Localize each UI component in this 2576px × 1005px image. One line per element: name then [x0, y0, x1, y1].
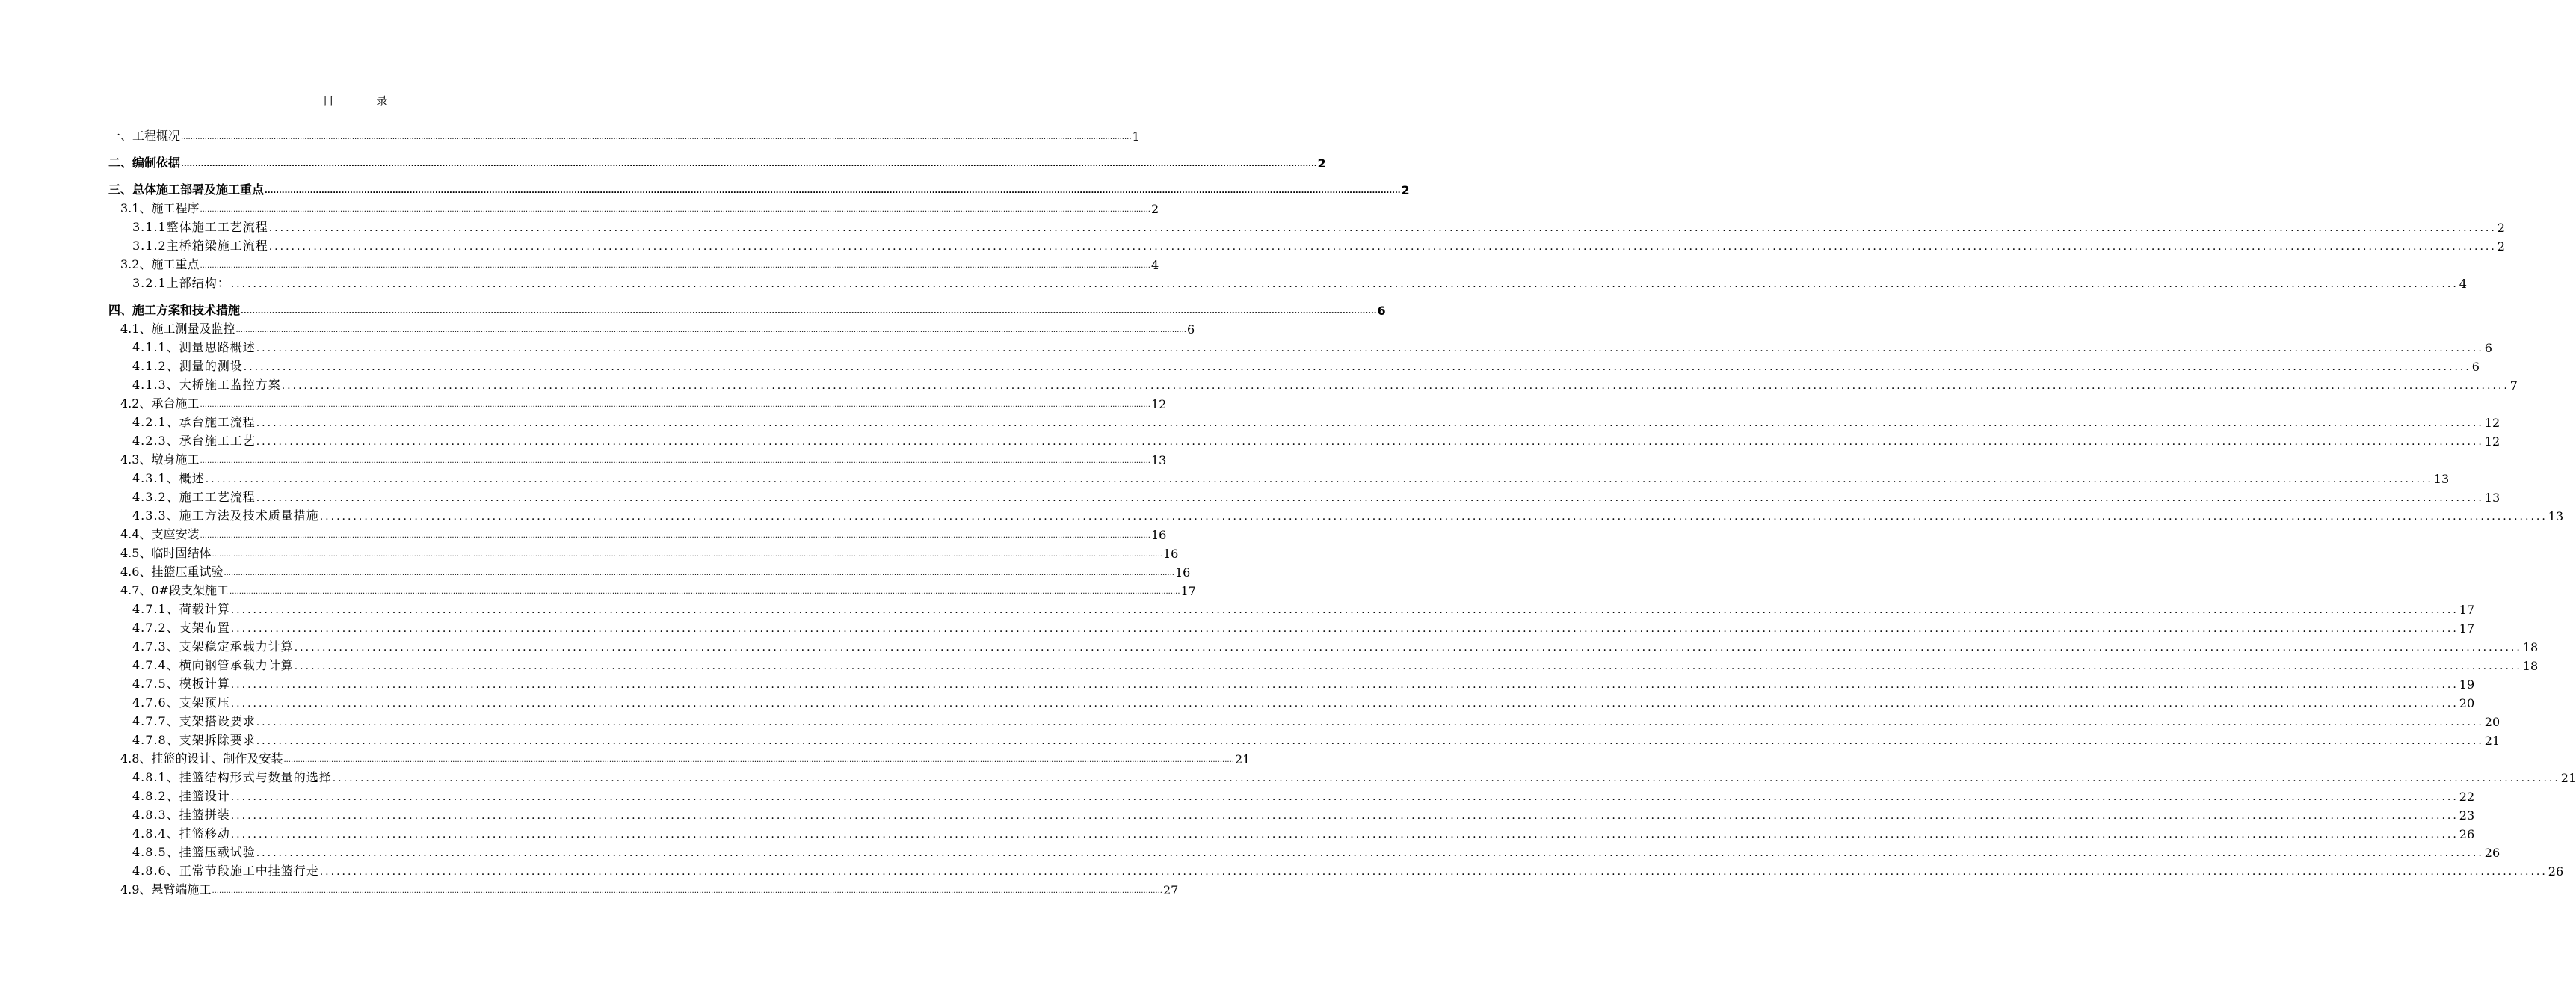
- toc-entry-page-number: 23: [2459, 808, 2475, 823]
- toc-entry[interactable]: [108, 598, 2475, 617]
- toc-entry-label: 三、总体施工部署及施工重点: [108, 180, 264, 197]
- section-gap: [108, 170, 602, 179]
- toc-entry-label: 4.7.3、支架稳定承载力计算: [132, 637, 294, 654]
- toc-entry[interactable]: [108, 654, 2539, 673]
- toc-entry-label: 4.8.2、挂篮设计: [132, 787, 230, 804]
- toc-entry-label: 4.4、支座安装: [120, 525, 199, 542]
- toc-entry[interactable]: [108, 235, 2505, 253]
- dot-leader: ................................................................................................................................................................................................................................................................................................................................................................................................................: [200, 457, 1150, 465]
- toc-entry-label: 4.7.6、支架预压: [132, 693, 230, 710]
- toc-entry-label: 4.8.1、挂篮结构形式与数量的选择: [132, 768, 332, 785]
- toc-entry-page-number: 17: [2459, 621, 2475, 636]
- toc-entry[interactable]: [108, 216, 2505, 235]
- toc-entry-label: 3.2、施工重点: [120, 255, 199, 272]
- toc-entry-page-number: 13: [2484, 491, 2500, 505]
- toc-entry-label: 二、编制依据: [108, 153, 180, 170]
- toc-entry-label: 4.2、承台施工: [120, 394, 199, 411]
- dot-leader: ................................................................................................................................................................................................................................................................................................................................................................................................................: [224, 569, 1174, 577]
- toc-entry-page-number: 27: [1162, 883, 1179, 897]
- toc-entry-page-number: 12: [2484, 434, 2500, 449]
- dot-leader: ................................................................................................................................................................................................................................................................................................................................................................................................................: [256, 716, 2484, 728]
- dot-leader: ................................................................................................................................................................................................................................................................................................................................................................................................................: [256, 735, 2484, 747]
- toc-entry-label: 4.7、0#段支架施工: [120, 581, 229, 598]
- dot-leader: ................................................................................................................................................................................................................................................................................................................................................................................................................: [230, 623, 2459, 635]
- dot-leader: ................................................................................................................................................................................................................................................................................................................................................................................................................: [294, 660, 2522, 672]
- toc-entry-page-number: 26: [2548, 864, 2564, 879]
- toc-entry-page-number: 18: [2522, 659, 2539, 673]
- toc-entry[interactable]: [108, 823, 2475, 841]
- toc-entry[interactable]: [108, 804, 2475, 823]
- toc-entry-label: 4.7.7、支架搭设要求: [132, 712, 256, 729]
- dot-leader: ................................................................................................................................................................................................................................................................................................................................................................................................................: [200, 401, 1150, 409]
- dot-leader: ................................................................................................................................................................................................................................................................................................................................................................................................................: [181, 160, 1317, 168]
- toc-entry-label: 4.3.3、施工方法及技术质量措施: [132, 506, 319, 523]
- toc-entry[interactable]: [108, 748, 1251, 766]
- dot-leader: ................................................................................................................................................................................................................................................................................................................................................................................................................: [283, 756, 1234, 764]
- toc-entry[interactable]: [108, 860, 2564, 879]
- toc-entry-label: 4.2.1、承台施工流程: [132, 413, 256, 430]
- toc-entry[interactable]: [108, 411, 2500, 430]
- dot-leader: ................................................................................................................................................................................................................................................................................................................................................................................................................: [212, 887, 1162, 895]
- toc-entry-label: 4.1.1、测量思路概述: [132, 338, 256, 355]
- dot-leader: ................................................................................................................................................................................................................................................................................................................................................................................................................: [200, 532, 1150, 540]
- toc-entry[interactable]: [108, 355, 2480, 374]
- toc-entry-page-number: 26: [2484, 846, 2500, 860]
- dot-leader: ................................................................................................................................................................................................................................................................................................................................................................................................................: [200, 206, 1150, 214]
- dot-leader: ................................................................................................................................................................................................................................................................................................................................................................................................................: [256, 342, 2484, 354]
- toc-entry-page-number: 2: [1150, 202, 1159, 216]
- toc-entry-page-number: 22: [2459, 790, 2475, 804]
- toc-entry-page-number: 20: [2459, 696, 2475, 710]
- dot-leader: ................................................................................................................................................................................................................................................................................................................................................................................................................: [319, 511, 2548, 523]
- toc-entry-label: 3.2.1上部结构：: [132, 274, 230, 291]
- toc-entry-page-number: 4: [2459, 277, 2467, 291]
- toc-entry-page-number: 17: [1180, 584, 1196, 598]
- dot-leader: ................................................................................................................................................................................................................................................................................................................................................................................................................: [243, 361, 2471, 373]
- dot-leader: ................................................................................................................................................................................................................................................................................................................................................................................................................: [268, 241, 2497, 253]
- toc-entry-label: 4.7.8、支架拆除要求: [132, 731, 256, 748]
- toc-entry-label: 4.1.3、大桥施工监控方案: [132, 375, 281, 393]
- dot-leader: ................................................................................................................................................................................................................................................................................................................................................................................................................: [205, 473, 2433, 485]
- dot-leader: ................................................................................................................................................................................................................................................................................................................................................................................................................: [281, 380, 2509, 392]
- toc-entry-label: 4.5、临时固结体: [120, 544, 211, 561]
- toc-entry[interactable]: [108, 153, 1326, 170]
- toc-entry-label: 4.8.3、挂篮拼装: [132, 805, 230, 823]
- dot-leader: ................................................................................................................................................................................................................................................................................................................................................................................................................: [256, 492, 2484, 504]
- dot-leader: ................................................................................................................................................................................................................................................................................................................................................................................................................: [230, 791, 2459, 803]
- toc-entry-label: 四、施工方案和技术措施: [108, 301, 240, 318]
- toc-entry-label: 4.2.3、承台施工工艺: [132, 431, 256, 449]
- toc-entry-label: 4.8.6、正常节段施工中挂篮行走: [132, 861, 319, 879]
- toc-entry-label: 4.3、墩身施工: [120, 450, 199, 467]
- toc-entry-label: 4.9、悬臂端施工: [120, 880, 211, 897]
- toc-entry[interactable]: [108, 393, 1167, 411]
- dot-leader: ................................................................................................................................................................................................................................................................................................................................................................................................................: [230, 679, 2459, 691]
- toc-entry-label: 3.1、施工程序: [120, 199, 199, 216]
- toc-entry-label: 4.1.2、测量的测设: [132, 357, 243, 374]
- toc-entry[interactable]: [108, 561, 1191, 580]
- toc-entry[interactable]: [108, 729, 2500, 748]
- toc-entry-page-number: 19: [2459, 677, 2475, 692]
- toc-entry[interactable]: [108, 766, 2576, 785]
- section-gap: [108, 291, 602, 300]
- toc-entry-page-number: 2: [1401, 183, 1410, 197]
- toc-entry[interactable]: [108, 300, 1386, 318]
- dot-leader: ................................................................................................................................................................................................................................................................................................................................................................................................................: [230, 278, 2459, 290]
- dot-leader: ................................................................................................................................................................................................................................................................................................................................................................................................................: [200, 262, 1150, 270]
- dot-leader: ................................................................................................................................................................................................................................................................................................................................................................................................................: [230, 810, 2459, 822]
- dot-leader: ................................................................................................................................................................................................................................................................................................................................................................................................................: [256, 847, 2484, 859]
- dot-leader: ................................................................................................................................................................................................................................................................................................................................................................................................................: [319, 866, 2548, 878]
- toc-entry-page-number: 1: [1132, 129, 1140, 144]
- toc-entry-page-number: 16: [1174, 565, 1191, 580]
- toc-entry-page-number: 12: [1150, 397, 1167, 411]
- toc-entry-page-number: 21: [2484, 734, 2500, 748]
- table-of-contents: [108, 126, 2576, 897]
- page-title: 目 录: [322, 94, 407, 108]
- dot-leader: ................................................................................................................................................................................................................................................................................................................................................................................................................: [229, 588, 1180, 596]
- toc-entry[interactable]: [108, 710, 2500, 729]
- dot-leader: ................................................................................................................................................................................................................................................................................................................................................................................................................: [332, 772, 2560, 784]
- toc-entry-page-number: 17: [2459, 603, 2475, 617]
- dot-leader: ................................................................................................................................................................................................................................................................................................................................................................................................................: [181, 133, 1132, 141]
- toc-entry[interactable]: [108, 505, 2564, 523]
- toc-entry[interactable]: [108, 336, 2492, 355]
- toc-entry-label: 4.3.1、概述: [132, 469, 205, 486]
- toc-entry[interactable]: [108, 430, 2500, 449]
- toc-entry-page-number: 13: [2433, 472, 2450, 486]
- toc-entry[interactable]: [108, 449, 1167, 467]
- toc-entry[interactable]: [108, 841, 2500, 860]
- toc-entry[interactable]: [108, 542, 1179, 561]
- dot-leader: ................................................................................................................................................................................................................................................................................................................................................................................................................: [235, 326, 1186, 334]
- toc-entry[interactable]: [108, 197, 1159, 216]
- toc-entry-page-number: 2: [2497, 221, 2505, 235]
- toc-entry[interactable]: [108, 785, 2475, 804]
- toc-entry-page-number: 7: [2509, 378, 2518, 393]
- toc-entry-label: 3.1.2主桥箱梁施工流程: [132, 236, 268, 253]
- toc-entry-page-number: 16: [1150, 528, 1167, 542]
- toc-entry-page-number: 26: [2459, 827, 2475, 841]
- section-gap: [108, 144, 602, 153]
- toc-entry[interactable]: [108, 486, 2500, 505]
- toc-entry-page-number: 6: [1186, 322, 1195, 336]
- toc-entry[interactable]: [108, 580, 1196, 598]
- toc-entry-label: 4.7.2、支架布置: [132, 618, 230, 636]
- dot-leader: ................................................................................................................................................................................................................................................................................................................................................................................................................: [268, 222, 2497, 234]
- toc-entry-page-number: 2: [1317, 156, 1326, 170]
- toc-entry-page-number: 18: [2522, 640, 2539, 654]
- dot-leader: ................................................................................................................................................................................................................................................................................................................................................................................................................: [265, 187, 1401, 195]
- dot-leader: ................................................................................................................................................................................................................................................................................................................................................................................................................: [230, 604, 2459, 616]
- toc-entry-page-number: 6: [1377, 304, 1386, 318]
- dot-leader: ................................................................................................................................................................................................................................................................................................................................................................................................................: [230, 698, 2459, 710]
- toc-entry-page-number: 13: [1150, 453, 1167, 467]
- dot-leader: ................................................................................................................................................................................................................................................................................................................................................................................................................: [212, 550, 1162, 559]
- toc-entry-label: 4.8.5、挂篮压载试验: [132, 843, 256, 860]
- toc-entry[interactable]: [108, 318, 1195, 336]
- toc-entry[interactable]: [108, 467, 2450, 486]
- dot-leader: ................................................................................................................................................................................................................................................................................................................................................................................................................: [294, 642, 2522, 654]
- dot-leader: ................................................................................................................................................................................................................................................................................................................................................................................................................: [256, 417, 2484, 429]
- dot-leader: ................................................................................................................................................................................................................................................................................................................................................................................................................: [241, 307, 1377, 316]
- toc-entry-page-number: 2: [2497, 239, 2505, 253]
- toc-entry[interactable]: [108, 673, 2475, 692]
- toc-entry-label: 4.1、施工测量及监控: [120, 319, 235, 336]
- toc-entry-page-number: 13: [2548, 509, 2564, 523]
- toc-entry-label: 4.7.1、荷载计算: [132, 600, 230, 617]
- toc-entry-page-number: 12: [2484, 416, 2500, 430]
- toc-entry[interactable]: [108, 617, 2475, 636]
- toc-entry-label: 4.7.4、横向钢管承载力计算: [132, 656, 294, 673]
- toc-entry-page-number: 21: [2560, 771, 2576, 785]
- toc-entry[interactable]: [108, 253, 1159, 272]
- toc-entry-label: 4.3.2、施工工艺流程: [132, 488, 256, 505]
- toc-entry[interactable]: [108, 879, 1179, 897]
- toc-entry-label: 4.6、挂篮压重试验: [120, 562, 223, 580]
- toc-entry-page-number: 4: [1150, 258, 1159, 272]
- toc-entry[interactable]: [108, 126, 1140, 144]
- toc-entry-label: 4.8、挂篮的设计、制作及安装: [120, 749, 283, 766]
- toc-entry-label: 一、工程概况: [108, 126, 180, 144]
- toc-entry-page-number: 21: [1234, 752, 1251, 766]
- toc-entry-page-number: 16: [1162, 547, 1179, 561]
- dot-leader: ................................................................................................................................................................................................................................................................................................................................................................................................................: [230, 829, 2459, 840]
- toc-entry-label: 4.7.5、模板计算: [132, 674, 230, 692]
- toc-entry-label: 4.8.4、挂篮移动: [132, 824, 230, 841]
- toc-entry[interactable]: [108, 692, 2475, 710]
- toc-entry-page-number: 6: [2484, 341, 2492, 355]
- toc-entry-label: 3.1.1整体施工工艺流程: [132, 218, 268, 235]
- toc-entry-page-number: 20: [2484, 715, 2500, 729]
- toc-entry-page-number: 6: [2471, 360, 2480, 374]
- toc-entry[interactable]: [108, 179, 1410, 197]
- toc-entry[interactable]: [108, 636, 2539, 654]
- toc-entry[interactable]: [108, 272, 2467, 291]
- toc-entry[interactable]: [108, 374, 2518, 393]
- toc-entry[interactable]: [108, 523, 1167, 542]
- dot-leader: ................................................................................................................................................................................................................................................................................................................................................................................................................: [256, 436, 2484, 448]
